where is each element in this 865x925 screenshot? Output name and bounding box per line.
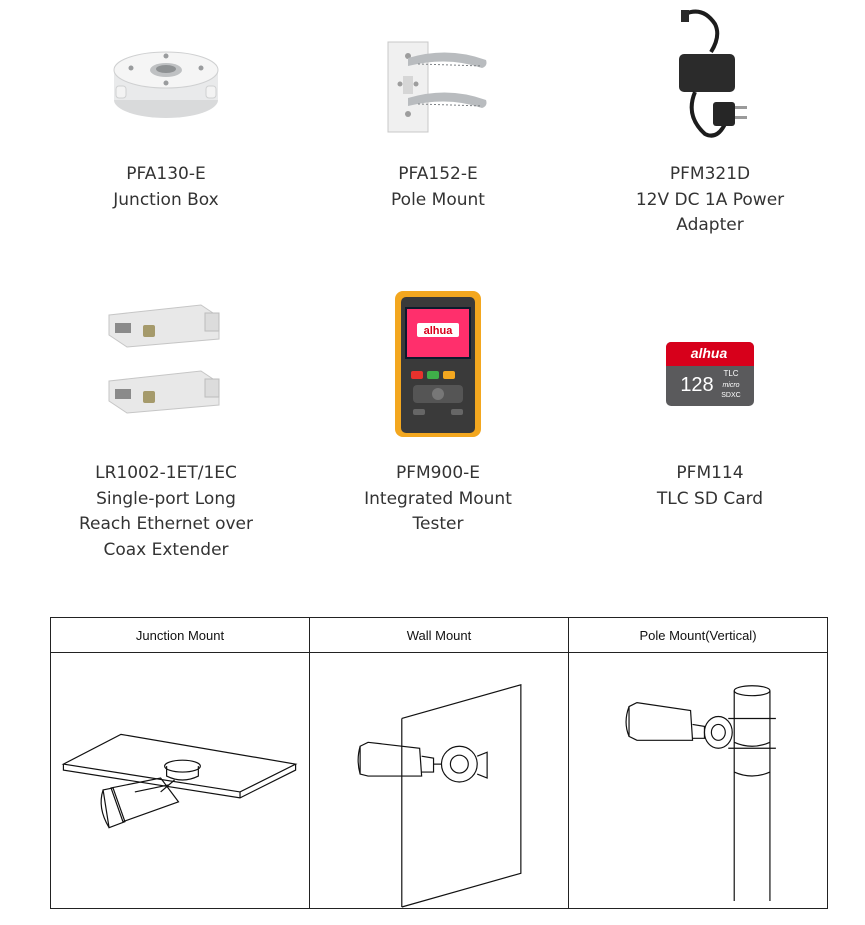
product-model: LR1002-1ET/1EC	[95, 463, 237, 483]
product-desc: Junction Box	[113, 189, 219, 210]
product-desc: Pole Mount	[391, 189, 485, 210]
tester-logo: alhua	[423, 325, 453, 337]
power-adapter-icon	[580, 6, 840, 146]
sd-card-icon	[580, 341, 840, 407]
pole-mount-diagram-icon	[569, 653, 827, 908]
junction-mount-cell	[51, 653, 310, 909]
product-model: PFM114	[676, 463, 744, 483]
product-model: PFA130-E	[126, 164, 206, 184]
sd-card-capacity: 128	[680, 374, 714, 396]
mount-tester-icon	[308, 289, 568, 439]
product-desc: Reach Ethernet over	[79, 514, 253, 534]
product-model: PFM321D	[669, 164, 751, 184]
sd-card-logo: alhua	[690, 345, 728, 361]
junction-box-icon	[36, 30, 296, 130]
junction-mount-diagram-icon	[51, 653, 309, 908]
sd-card-sdxc: SDXC	[721, 392, 741, 399]
mount-type-table	[50, 617, 828, 909]
header-wall-mount: Wall Mount	[310, 618, 569, 653]
product-desc: Adapter	[676, 215, 744, 235]
product-desc: Single-port Long	[96, 488, 236, 509]
pole-mount-icon	[308, 36, 568, 136]
product-model: PFM900-E	[395, 463, 481, 483]
product-model: PFA152-E	[398, 164, 478, 184]
product-desc: Tester	[412, 514, 464, 534]
product-desc: 12V DC 1A Power	[635, 189, 785, 210]
pole-mount-cell	[569, 653, 828, 909]
sd-card-micro: micro	[722, 382, 740, 389]
ethernet-extender-icon	[36, 295, 296, 425]
product-desc: TLC SD Card	[656, 488, 764, 509]
sd-card-tlc: TLC	[723, 369, 739, 378]
wall-mount-cell	[310, 653, 569, 909]
wall-mount-diagram-icon	[310, 653, 568, 908]
product-desc: Integrated Mount	[364, 488, 512, 509]
product-desc: Coax Extender	[103, 539, 229, 560]
header-junction-mount: Junction Mount	[51, 618, 310, 653]
header-pole-mount: Pole Mount(Vertical)	[569, 618, 828, 653]
